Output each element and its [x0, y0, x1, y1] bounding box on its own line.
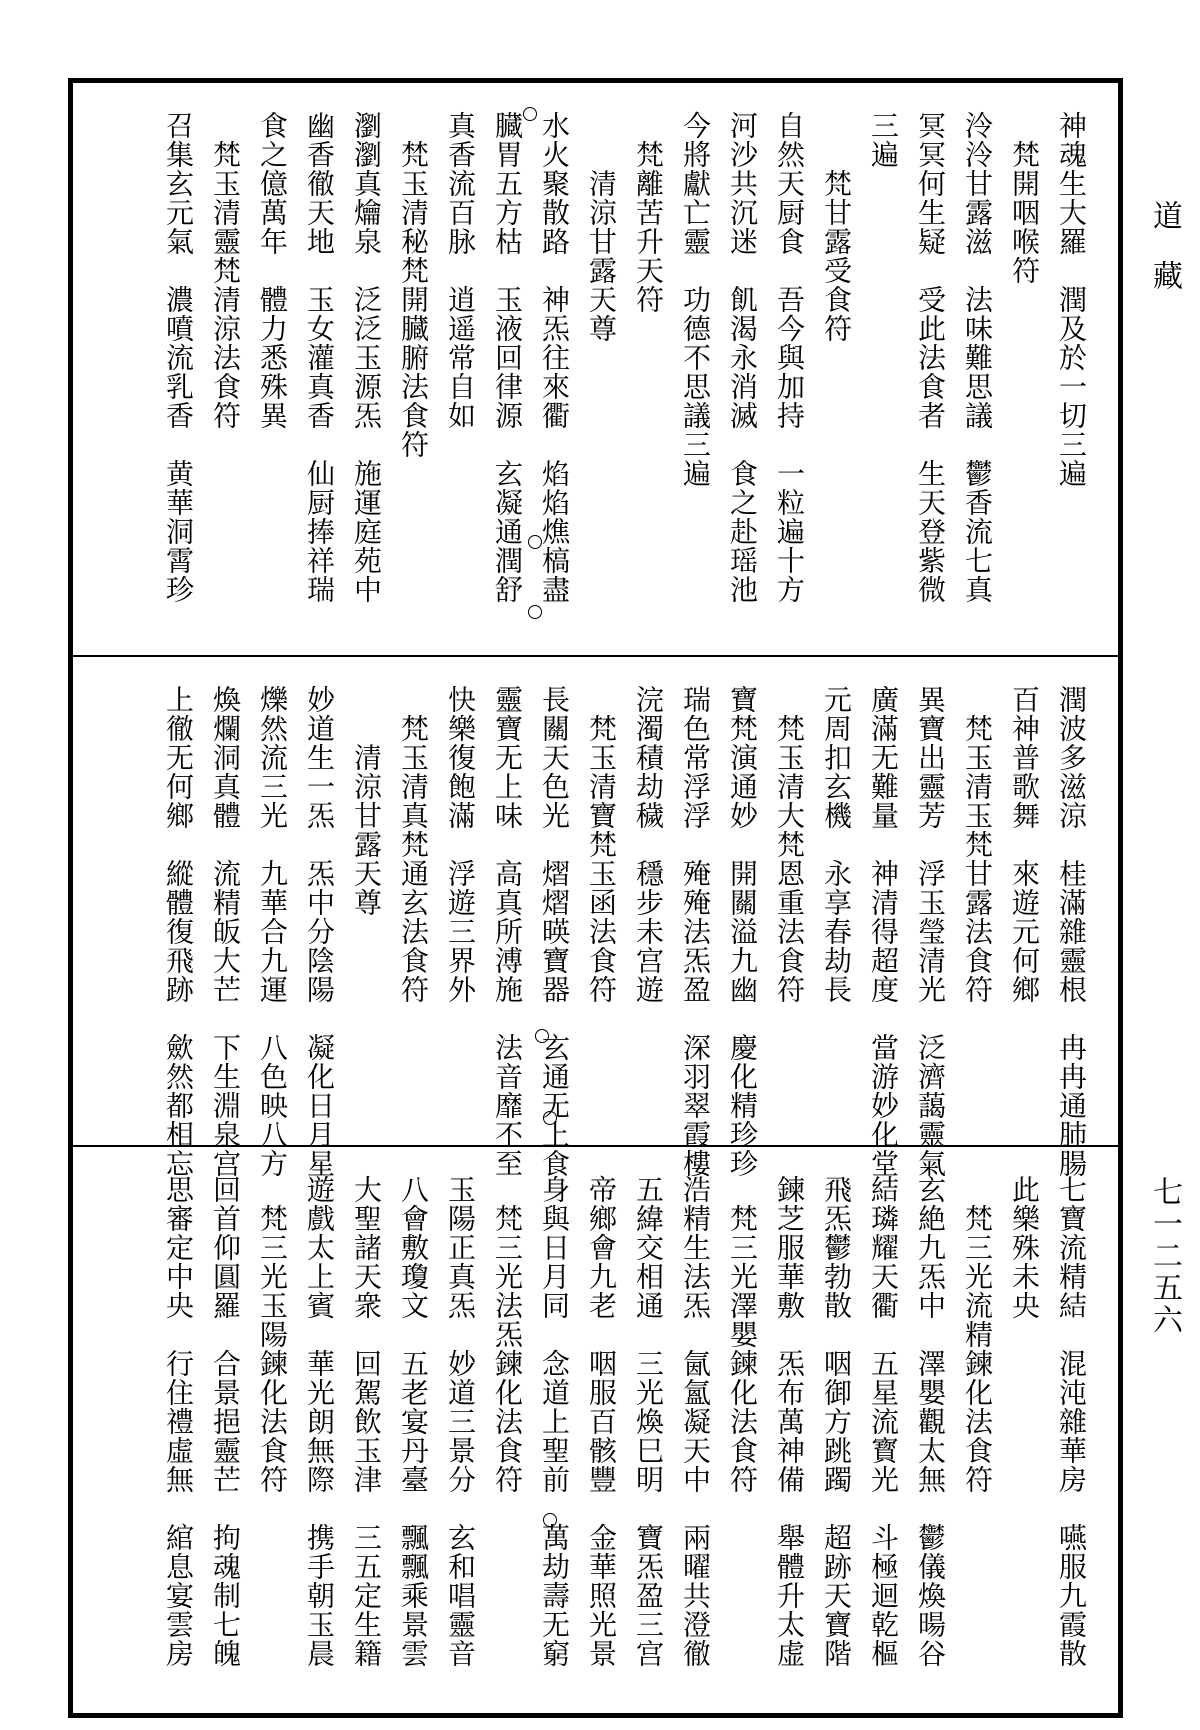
- text-column: 七寶流精結 混沌雜華房 嚥服九霞散: [1055, 1175, 1088, 1668]
- text-column: 爍然流三光 九華合九運 八色映八方: [256, 685, 289, 1178]
- text-column: 幽香徹天地 玉女灌真香 仙厨捧祥瑞: [303, 111, 336, 604]
- punctuation-circle: [523, 107, 537, 121]
- text-column: 煥爛洞真體 流精皈大芒 下生淵泉宫: [209, 685, 242, 1178]
- lower-panel: [73, 1147, 1118, 1713]
- text-column: 梵三光玉陽鍊化法食符: [256, 1175, 289, 1494]
- text-column: 快樂復飽滿 浮遊三界外: [444, 685, 477, 1004]
- text-column: 瀏瀏真爚泉 泛泛玉源炁 施運庭苑中: [350, 111, 383, 604]
- text-column: 梵開咽喉符: [1008, 111, 1041, 285]
- text-column: 身與日月同 念道上聖前 萬劫壽无窮: [538, 1175, 571, 1668]
- upper-panel: [73, 83, 1118, 655]
- text-column: 五緯交相通 三光煥巳明 寶炁盈三宫: [632, 1175, 665, 1668]
- text-column: 潤波多滋涼 桂滿雜靈根 冉冉通肺腸: [1055, 685, 1088, 1178]
- text-column: 臓胃五方枯 玉液回律源 玄凝通潤舒: [491, 111, 524, 604]
- text-column: 遊戲太上賓 華光朗無際 携手朝玉晨: [303, 1175, 336, 1668]
- text-column: 梵玉清靈梵清涼法食符: [209, 111, 242, 430]
- punctuation-circle: [528, 535, 542, 549]
- text-column: 食之億萬年 體力悉殊異: [256, 111, 289, 430]
- text-column: 百神普歌舞 來遊元何鄉: [1008, 685, 1041, 1004]
- text-column: 元周扣玄機 永享春劫長: [820, 685, 853, 1004]
- text-column: 梵離苦升天符: [632, 111, 665, 314]
- text-column: 梵玉清秘梵開臓腑法食符: [397, 111, 430, 459]
- text-column: 梵三光法炁鍊化法食符: [491, 1175, 524, 1494]
- punctuation-circle: [543, 1111, 557, 1125]
- text-column: 清涼甘露天尊: [585, 111, 618, 343]
- text-column: 三遍: [867, 111, 900, 169]
- text-column: 上徹无何鄉 縱體復飛跡 歛然都相忘: [162, 685, 195, 1178]
- text-column: 梵玉清寶梵玉函法食符: [585, 685, 618, 1004]
- text-column: 結璘耀天衢 五星流寳光 斗極迴乾樞: [867, 1175, 900, 1668]
- text-column: 帝鄉會九老 咽服百骸豐 金華照光景: [585, 1175, 618, 1668]
- text-column: 真香流百脉 逍遥常自如: [444, 111, 477, 430]
- text-column: 鍊芝服華敷 炁布萬神備 舉體升太虚: [773, 1175, 806, 1668]
- text-column: 梵玉清大梵恩重法食符: [773, 685, 806, 1004]
- text-column: 八會敷瓊文 五老宴丹臺 飄飄乘景雲: [397, 1175, 430, 1668]
- punctuation-circle: [535, 1029, 549, 1043]
- text-column: 水火聚散路 神炁往來衢 焰焰燋槁盡: [538, 111, 571, 604]
- text-column: 異寶出靈芳 浮玉瑩清光 泛濟藹靈氣: [914, 685, 947, 1178]
- text-column: 玄絶九炁中 澤嬰觀太無 鬱儀煥暘谷: [914, 1175, 947, 1668]
- text-column: 自然天厨食 吾今與加持 一粒遍十方: [773, 111, 806, 604]
- text-column: 梵三光流精鍊化法食符: [961, 1175, 994, 1494]
- text-column: 梵玉清真梵通玄法食符: [397, 685, 430, 1004]
- text-column: 妙道生一炁 炁中分陰陽 凝化日月星: [303, 685, 336, 1178]
- book-title: 道 藏: [1147, 200, 1182, 290]
- text-column: 瑞色常浮浮 殗殗法炁盈 深羽翠霞樓: [679, 685, 712, 1178]
- text-column: 長關天色光 熠熠暎寶器 玄通无上食: [538, 685, 571, 1178]
- punctuation-circle: [528, 605, 542, 619]
- text-column: 泠泠甘露滋 法味難思議 鬱香流七真: [961, 111, 994, 604]
- page-number: 七一二五六: [1147, 1176, 1182, 1336]
- text-column: 靈寶无上味 高真所溥施 法音靡不至: [491, 685, 524, 1178]
- text-column: 冥冥何生疑 受此法食者 生天登紫微: [914, 111, 947, 604]
- text-column: 玉陽正真炁 妙道三景分 玄和唱靈音: [444, 1175, 477, 1668]
- text-column: 廣滿无難量 神清得超度 當游妙化堂: [867, 685, 900, 1178]
- text-column: 梵甘露受食符: [820, 111, 853, 343]
- page-frame: [68, 78, 1123, 1718]
- punctuation-circle: [543, 1513, 557, 1527]
- text-column: 浣濁積劫穢 穩步未宫遊: [632, 685, 665, 1004]
- text-column: 梵玉清玉梵甘露法食符: [961, 685, 994, 1004]
- middle-panel: [73, 657, 1118, 1178]
- text-column: 此樂殊未央: [1008, 1175, 1041, 1320]
- text-column: 召集玄元氣 濃噴流乳香 黄華洞霄珍: [162, 111, 195, 604]
- text-column: 大聖諸天衆 回駕飲玉津 三五定生籍: [350, 1175, 383, 1668]
- text-column: 梵三光澤嬰鍊化法食符: [726, 1175, 759, 1494]
- text-column: 神魂生大羅 潤及於一切三遍: [1055, 111, 1088, 488]
- text-column: 今將獻亡靈 功德不思議三遍: [679, 111, 712, 488]
- text-column: 飛炁鬱勃散 咽御方跳躅 超跡天寶階: [820, 1175, 853, 1668]
- text-column: 清涼甘露天尊: [350, 685, 383, 917]
- text-column: 思審定中央 行住禮虛無 綰息宴雲房: [162, 1175, 195, 1668]
- text-column: 河沙共沉迷 飢渴永消滅 食之赴瑶池: [726, 111, 759, 604]
- text-column: 浩精生法炁 氤氳凝天中 兩曜共澄徹: [679, 1175, 712, 1668]
- text-column: 回首仰圓羅 合景挹靈芒 拘魂制七魄: [209, 1175, 242, 1668]
- text-column: 寶梵演通妙 開關溢九幽 慶化精珍珍: [726, 685, 759, 1178]
